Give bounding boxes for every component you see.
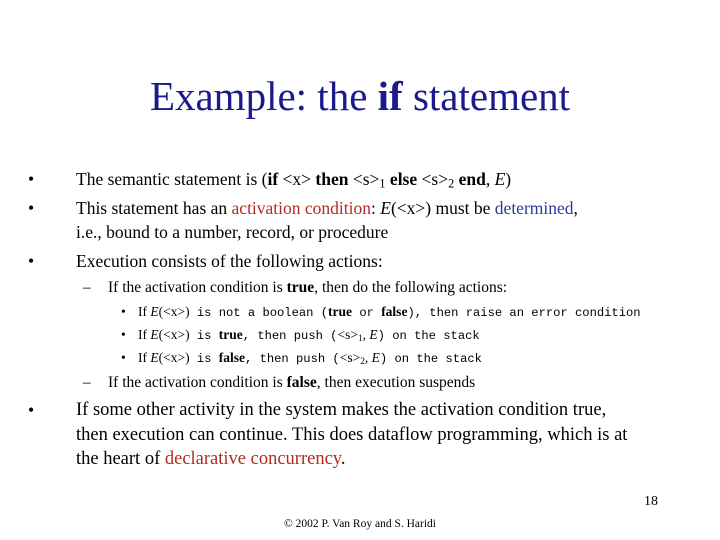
subbullet-false: – If the activation condition is false, then execution suspends xyxy=(83,374,476,391)
subsub-not-boolean: • If E(<x>) is not a boolean (true or false), then raise an error condition xyxy=(121,304,641,320)
subbullet-true: – If the activation condition is true, then do the following actions: xyxy=(83,279,508,296)
subsub-is-true: • If E(<x>) is true, then push ($<s>_1$, E) on the stack xyxy=(121,327,480,344)
slide-title: Example: the if statement xyxy=(149,73,571,119)
subsub-is-false: • If E(<x>) is false, then push ($<s>_2$, E) on the stack xyxy=(121,350,482,367)
copyright-footer: © 2002 P. Van Roy and S. Haridi xyxy=(284,518,436,530)
page-number: 18 xyxy=(644,494,658,509)
